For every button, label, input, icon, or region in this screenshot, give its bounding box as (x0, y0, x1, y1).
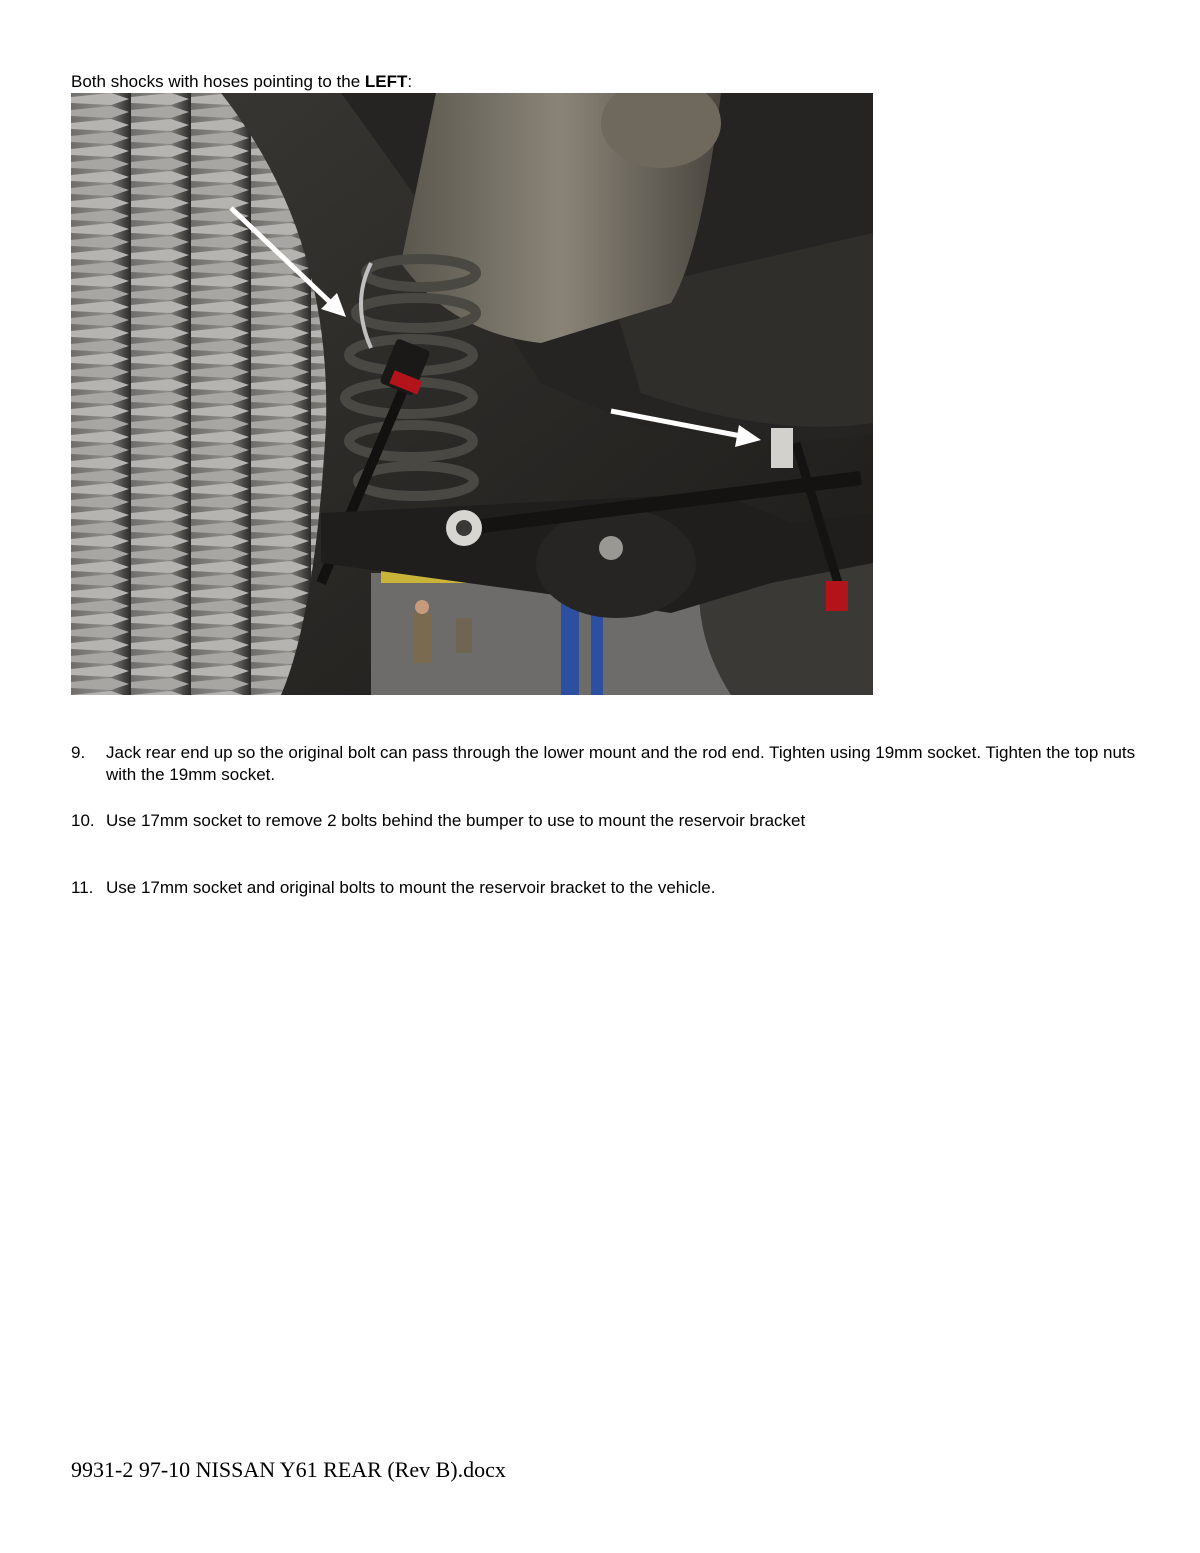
step-text: Jack rear end up so the original bolt can pass through the lower mount and the rod end. Tighten using 19mm socket. Tighten the top nuts with the 19mm socket. (106, 743, 1136, 784)
step-text: Use 17mm socket and original bolts to mount the reservoir bracket to the vehicle. (106, 878, 716, 897)
step-text: Use 17mm socket to remove 2 bolts behind the bumper to use to mount the reservoir bracket (106, 811, 806, 830)
caption-suffix: : (407, 72, 413, 91)
step-number: 10. (71, 811, 95, 830)
step-number: 11. (71, 878, 94, 897)
caption-bold: LEFT (364, 72, 408, 91)
photo-caption (71, 72, 412, 92)
shop-person (413, 613, 431, 663)
caption-prefix: Both shocks with hoses pointing to the (71, 72, 365, 91)
diff-plug (599, 536, 623, 560)
right-shock-top (771, 428, 793, 468)
suspension-photo (71, 93, 873, 695)
shop-person-head (415, 600, 429, 614)
right-shock-red-band (826, 581, 848, 611)
shop-person-2 (456, 618, 472, 653)
step-number: 9. (71, 743, 86, 762)
document-footer: 9931-2 97-10 NISSAN Y61 REAR (Rev B).docx (71, 1457, 506, 1482)
differential (536, 508, 696, 618)
rod-end-bolt (456, 520, 472, 536)
